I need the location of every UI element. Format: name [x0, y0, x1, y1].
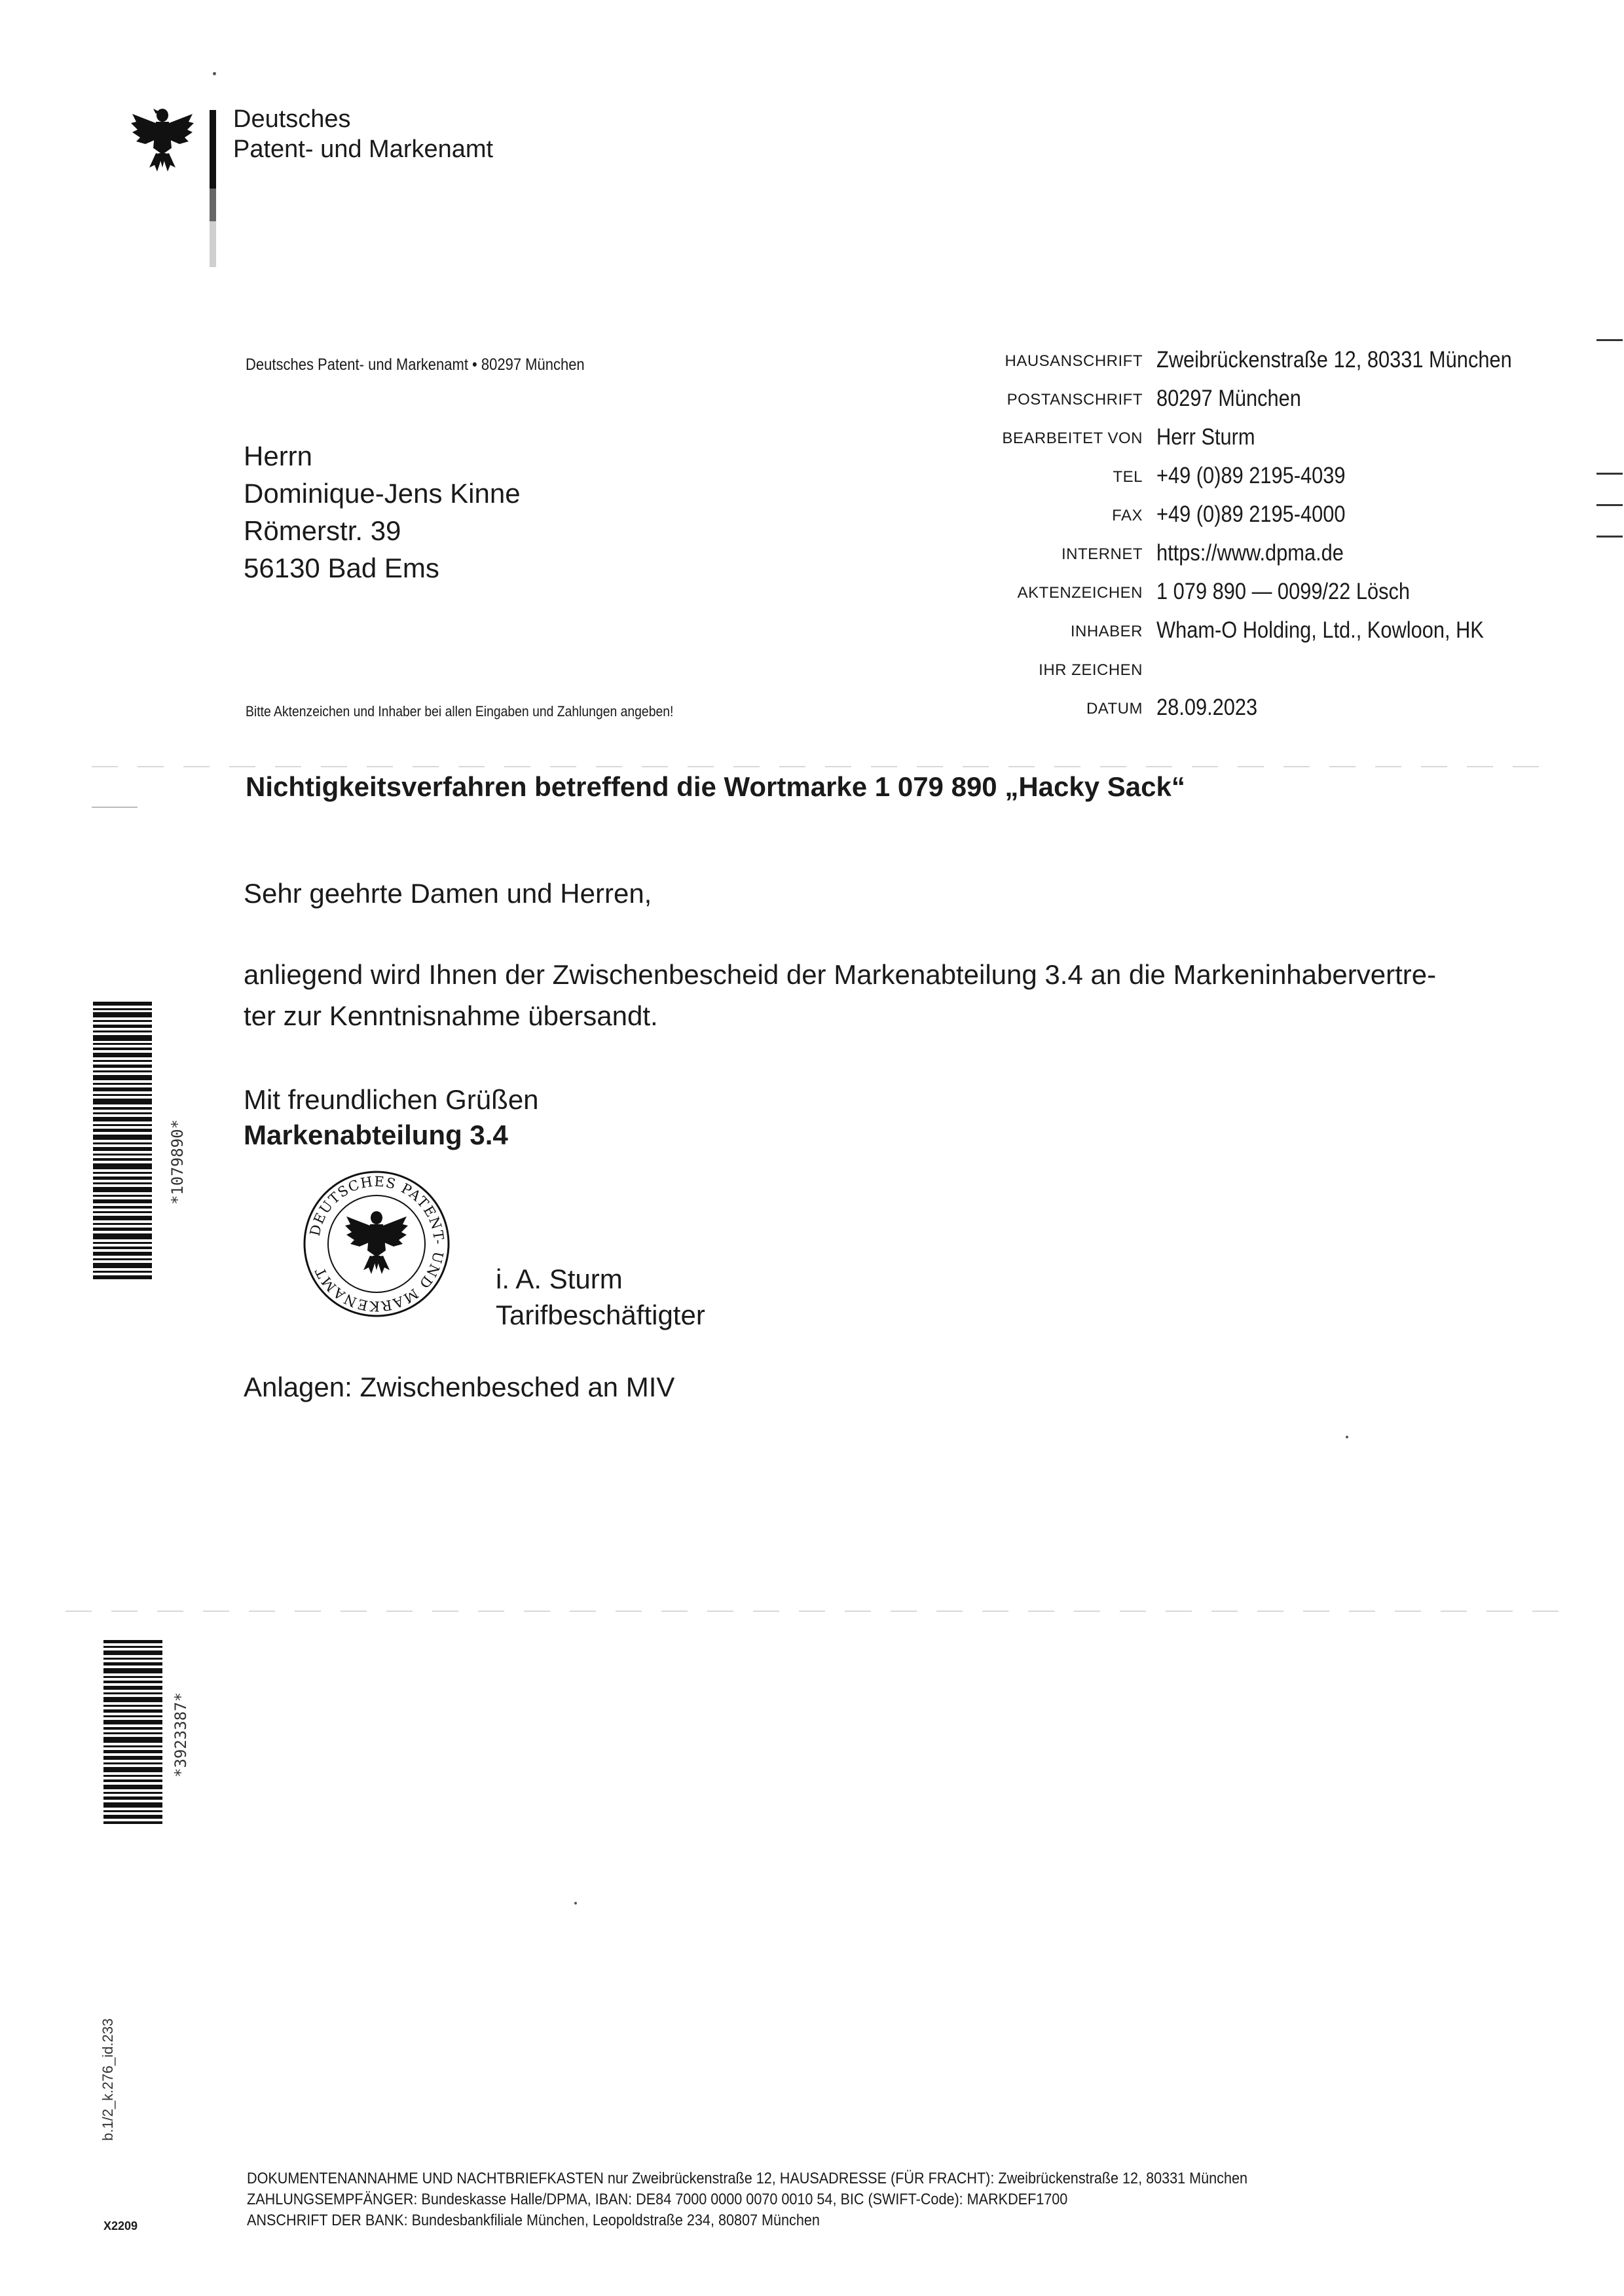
federal-eagle-logo: [130, 102, 195, 174]
recipient-name: Dominique-Jens Kinne: [244, 478, 521, 509]
info-value-tel: +49 (0)89 2195-4039: [1156, 463, 1346, 488]
reference-notice: Bitte Aktenzeichen und Inhaber bei allen Eingaben und Zahlungen angeben!: [246, 703, 674, 720]
recipient-salutation: Herrn: [244, 441, 313, 471]
info-value-inhaber: Wham-O Holding, Ltd., Kowloon, HK: [1156, 617, 1484, 643]
logo-bar-black: [210, 110, 216, 189]
edge-mark-3: [1596, 504, 1623, 506]
info-value-hausanschrift: Zweibrückenstraße 12, 80331 München: [1156, 347, 1512, 373]
info-label-aktenzeichen: AKTENZEICHEN: [1017, 584, 1143, 602]
department-name: Markenabteilung 3.4: [244, 1120, 508, 1150]
body-paragraph-line2: ter zur Kenntnisnahme übersandt.: [244, 1000, 658, 1031]
logo-bar-light: [210, 221, 216, 267]
fold-mark-left: [92, 807, 138, 808]
signature-name: i. A. Sturm: [496, 1264, 623, 1294]
official-seal-stamp: [301, 1169, 452, 1319]
scan-speck: [1346, 1436, 1348, 1438]
info-label-internet: INTERNET: [1061, 545, 1143, 563]
barcode-top-code: *1079890*: [168, 1119, 187, 1205]
footer-line1: DOKUMENTENANNAHME UND NACHTBRIEFKASTEN nur Zweibrückenstraße 12, HAUSADRESSE (FÜR FRACHT): Zweibrückenstraße 12, 80331 München: [247, 2170, 1247, 2187]
signature-title: Tarifbeschäftigter: [496, 1300, 705, 1330]
subject-line: Nichtigkeitsverfahren betreffend die Wortmarke 1 079 890 „Hacky Sack“: [246, 771, 1185, 802]
info-value-datum: 28.09.2023: [1156, 695, 1258, 720]
barcode-top: [93, 1002, 152, 1283]
info-label-datum: DATUM: [1086, 700, 1143, 718]
info-value-postanschrift: 80297 München: [1156, 386, 1301, 411]
edge-mark-4: [1596, 536, 1623, 538]
barcode-bottom: [103, 1640, 162, 1827]
edge-mark-1: [1596, 339, 1623, 341]
seal-text: DEUTSCHES PATENT- UND MARKENAMT: [306, 1173, 447, 1315]
info-label-ihr-zeichen: IHR ZEICHEN: [1039, 661, 1143, 679]
info-label-fax: FAX: [1112, 507, 1143, 524]
info-value-fax: +49 (0)89 2195-4000: [1156, 501, 1346, 527]
recipient-city: 56130 Bad Ems: [244, 553, 439, 583]
barcode-bottom-code: *3923387*: [172, 1692, 190, 1777]
scan-speck: [574, 1902, 577, 1904]
info-value-bearbeitet-von: Herr Sturm: [1156, 424, 1255, 450]
fold-line-bottom: [65, 1611, 1572, 1612]
info-label-inhaber: INHABER: [1070, 623, 1143, 640]
edge-mark-2: [1596, 473, 1623, 475]
body-paragraph-line1: anliegend wird Ihnen der Zwischenbescheid der Markenabteilung 3.4 an die Markeninhabervertre-: [244, 959, 1437, 990]
side-reference-code: b.1/2_k.276_id.233: [100, 2018, 116, 2141]
info-label-tel: TEL: [1113, 468, 1143, 486]
info-label-postanschrift: POSTANSCHRIFT: [1006, 391, 1143, 409]
logo-bar-grey: [210, 189, 216, 221]
info-label-hausanschrift: HAUSANSCHRIFT: [1005, 352, 1143, 370]
office-name-line2: Patent- und Markenamt: [233, 136, 494, 163]
attachments-line: Anlagen: Zwischenbesched an MIV: [244, 1372, 675, 1402]
info-value-internet: https://www.dpma.de: [1156, 540, 1344, 566]
salutation: Sehr geehrte Damen und Herren,: [244, 878, 652, 909]
info-label-bearbeitet-von: BEARBEITET VON: [1002, 429, 1143, 447]
closing-greeting: Mit freundlichen Grüßen: [244, 1084, 539, 1115]
recipient-street: Römerstr. 39: [244, 515, 401, 546]
info-value-aktenzeichen: 1 079 890 — 0099/22 Lösch: [1156, 579, 1411, 604]
footer-line2: ZAHLUNGSEMPFÄNGER: Bundeskasse Halle/DPMA, IBAN: DE84 7000 0000 0070 0010 54, BIC (SWIFT-Code): MARKDEF1700: [247, 2191, 1068, 2208]
fold-line-top: [92, 766, 1559, 767]
scan-speck: [213, 72, 216, 75]
form-number: X2209: [103, 2219, 138, 2232]
sender-return-address: Deutsches Patent- und Markenamt • 80297 München: [246, 355, 585, 374]
footer-line3: ANSCHRIFT DER BANK: Bundesbankfiliale München, Leopoldstraße 234, 80807 München: [247, 2212, 820, 2229]
office-name-line1: Deutsches: [233, 105, 351, 133]
